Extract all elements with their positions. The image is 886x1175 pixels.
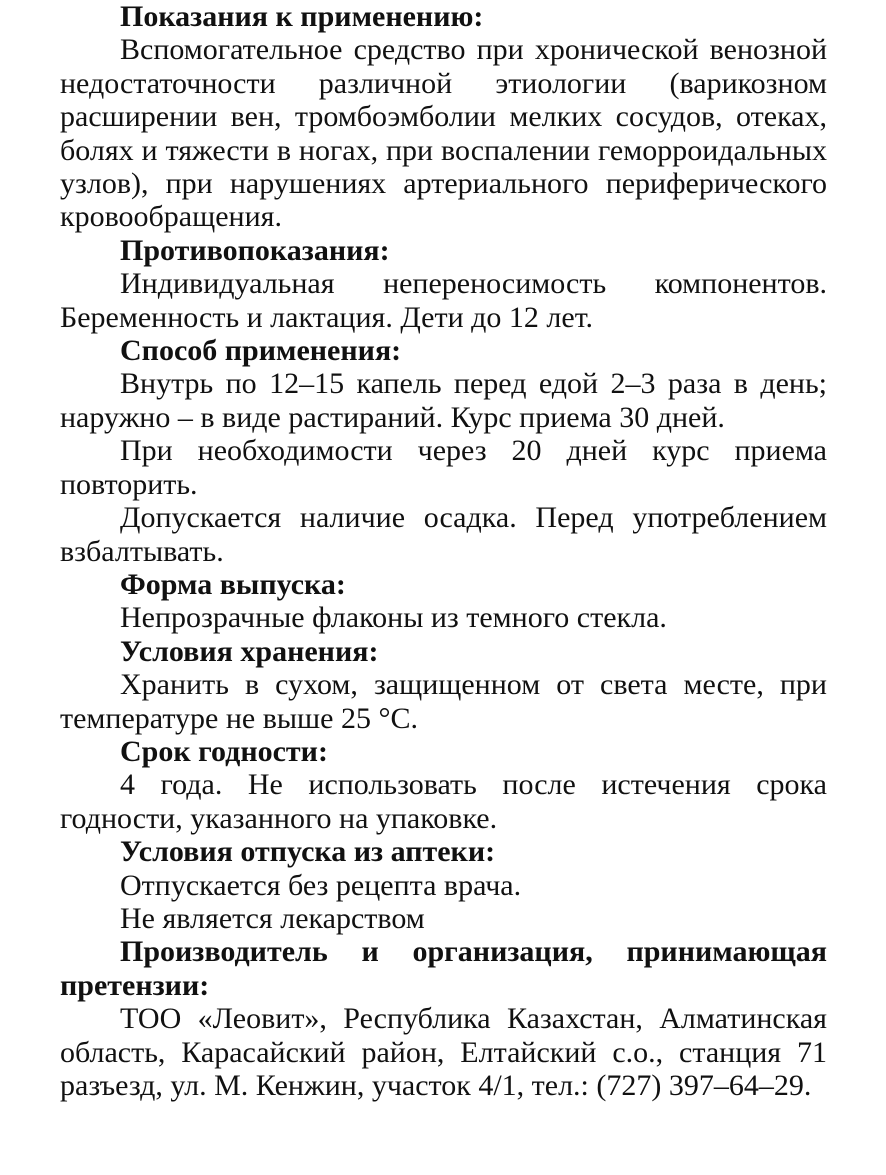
section-heading: Показания к применению: — [120, 0, 484, 33]
section-paragraph: Внутрь по 12–15 капель перед едой 2–3 раза в день; наружно – в виде растираний. Курс приема 30 дней. — [60, 367, 827, 434]
section-manufacturer — [60, 935, 827, 1102]
section-paragraph: Индивидуальная непереносимость компонентов. Беременность и лактация. Дети до 12 лет. — [60, 267, 827, 334]
section-dispensing — [60, 835, 827, 935]
section-heading: Противопоказания: — [120, 233, 390, 267]
section-paragraph: При необходимости через 20 дней курс приема повторить. — [60, 434, 827, 501]
section-paragraph: ТОО «Леовит», Республика Казахстан, Алматинская область, Карасайский район, Елтайский с.о., станция 71 разъезд, ул. М. Кенжин, участок 4/1, тел.: (727) 397–64–29. — [60, 1002, 827, 1102]
section-storage — [60, 635, 827, 735]
section-indications — [60, 0, 827, 234]
section-heading: Условия отпуска из аптеки: — [120, 835, 496, 869]
section-release-form — [60, 568, 827, 635]
section-heading: Срок годности: — [120, 734, 328, 768]
section-paragraph: 4 года. Не использовать после истечения срока годности, указанного на упаковке. — [60, 768, 827, 835]
section-shelf-life — [60, 735, 827, 835]
section-heading: Производитель и организация, принимающая претензии: — [60, 935, 827, 1002]
section-heading: Условия хранения: — [120, 634, 379, 668]
section-heading: Способ применения: — [120, 334, 402, 368]
section-contraindications — [60, 234, 827, 334]
document-page — [60, 0, 827, 1102]
section-usage — [60, 334, 827, 568]
section-paragraph: Отпускается без рецепта врача. — [120, 868, 522, 902]
section-paragraph: Не является лекарством — [120, 901, 425, 935]
section-paragraph: Хранить в сухом, защищенном от света месте, при температуре не выше 25 °С. — [60, 668, 827, 735]
section-paragraph: Непрозрачные флаконы из темного стекла. — [120, 601, 667, 635]
section-paragraph: Допускается наличие осадка. Перед употреблением взбалтывать. — [60, 501, 827, 568]
section-paragraph: Вспомогательное средство при хронической венозной недостаточности различной этиологии (варикозном расширении вен, тромбоэмболии мелких сосудов, отеках, болях и тяжести в ногах, при воспалении геморроидальных узлов), при нарушениях артериального периферического кровообращения. — [60, 33, 827, 234]
section-heading: Форма выпуска: — [120, 567, 346, 601]
